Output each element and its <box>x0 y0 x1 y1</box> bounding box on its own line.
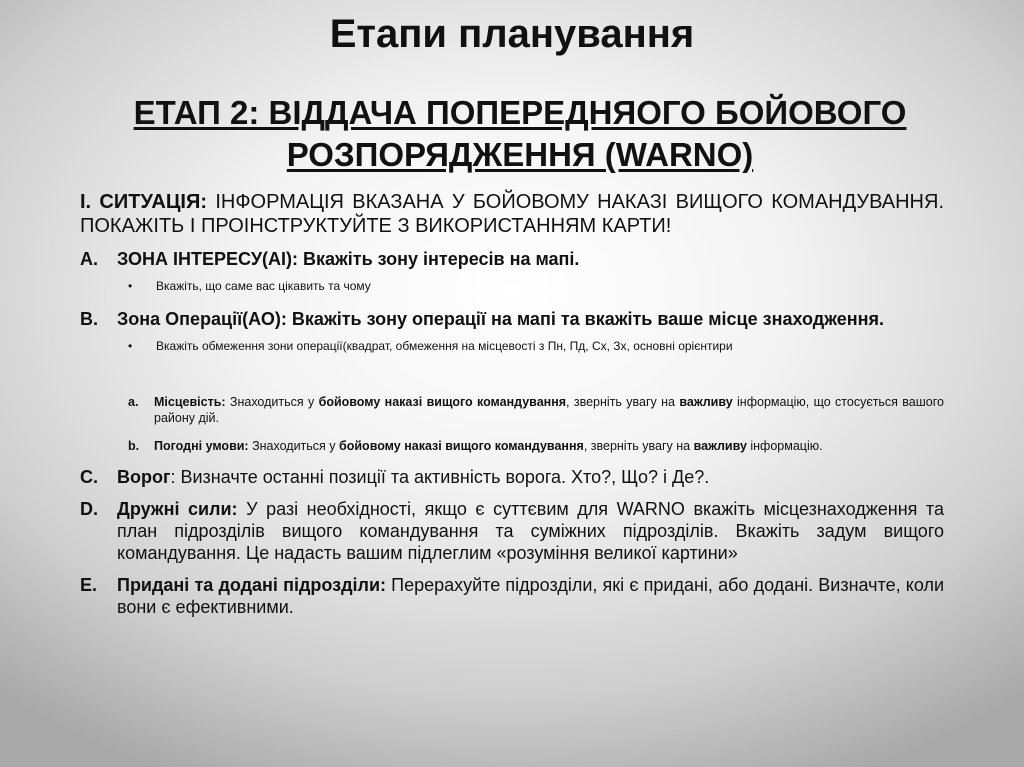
item-b-marker: B. <box>80 309 98 329</box>
item-a <box>80 248 944 270</box>
item-d <box>80 498 944 564</box>
sub-item-a-label: Місцевість: <box>154 395 226 409</box>
item-b-bullet <box>128 338 944 354</box>
item-b-bullet-text: Вкажіть обмеження зони операції(квадрат, обмеження на місцевості з Пн, Пд, Сх, Зх, основні орієнтири <box>156 339 733 353</box>
item-c-marker: C. <box>80 467 98 487</box>
slide-title: Етапи планування <box>329 12 695 56</box>
item-a-bullet <box>128 278 944 294</box>
sub-item-a-marker: a. <box>128 395 139 409</box>
item-e-label: Придані та додані підрозділи: <box>117 575 387 595</box>
sub-item-b-marker: b. <box>128 439 140 453</box>
item-c-label: Ворог <box>117 467 171 487</box>
slide-subtitle: ЕТАП 2: ВІДДАЧА ПОПЕРЕДНЯОГО БОЙОВОГО РОЗПОРЯДЖЕННЯ (WARNO) <box>133 94 907 173</box>
item-c <box>80 466 944 488</box>
item-a-label: ЗОНА ІНТЕРЕСУ(АІ): Вкажіть зону інтересів на мапі. <box>117 249 580 269</box>
item-e <box>80 574 944 618</box>
item-a-marker: A. <box>80 249 98 269</box>
bullet-marker: • <box>128 339 133 353</box>
item-d-label: Дружні сили: <box>117 499 238 519</box>
item-b-label: Зона Операції(АО): Вкажіть зону операції на мапі та вкажіть ваше місце знаходження. <box>117 309 884 329</box>
item-c-text: : Визначте останні позиції та активність ворога. Хто?, Що? і Де?. <box>170 467 710 487</box>
item-e-marker: E. <box>80 575 98 595</box>
bullet-marker: • <box>128 279 133 293</box>
sub-item-a: a. Місцевість: Знаходиться у бойовому наказі вищого командування, зверніть увагу на важливу інформацію, що стосується вашого району дій. <box>128 395 944 425</box>
situation-label: І. СИТУАЦІЯ: <box>80 191 208 213</box>
item-d-text: У разі необхідності, якщо є суттєвим для WARNO вкажіть місцезнаходження та план підрозділів вищого командування та суміжних підрозділів. Вкажіть задум вищого командування. Це надасть вашим підлеглим «розуміння великої картини» <box>117 499 944 563</box>
item-b <box>80 308 944 330</box>
slide-content <box>80 190 944 618</box>
item-d-marker: D. <box>80 499 98 519</box>
sub-item-b-label: Погодні умови: <box>154 439 249 453</box>
situation-text: ІНФОРМАЦІЯ ВКАЗАНА У БОЙОВОМУ НАКАЗІ ВИЩОГО КОМАНДУВАННЯ. ПОКАЖІТЬ І ПРОІНСТРУКТУЙТЕ З ВИКОРИСТАННЯМ КАРТИ! <box>80 191 944 237</box>
item-a-bullet-text: Вкажіть, що саме вас цікавить та чому <box>156 279 371 293</box>
item-e-text: Перерахуйте підрозділи, які є придані, або додані. Визначте, коли вони є ефективними. <box>117 575 944 617</box>
situation-paragraph <box>80 190 944 238</box>
sub-item-b: b. Погодні умови: Знаходиться у бойовому наказі вищого командування, зверніть увагу на важливу інформацію. <box>128 439 823 453</box>
